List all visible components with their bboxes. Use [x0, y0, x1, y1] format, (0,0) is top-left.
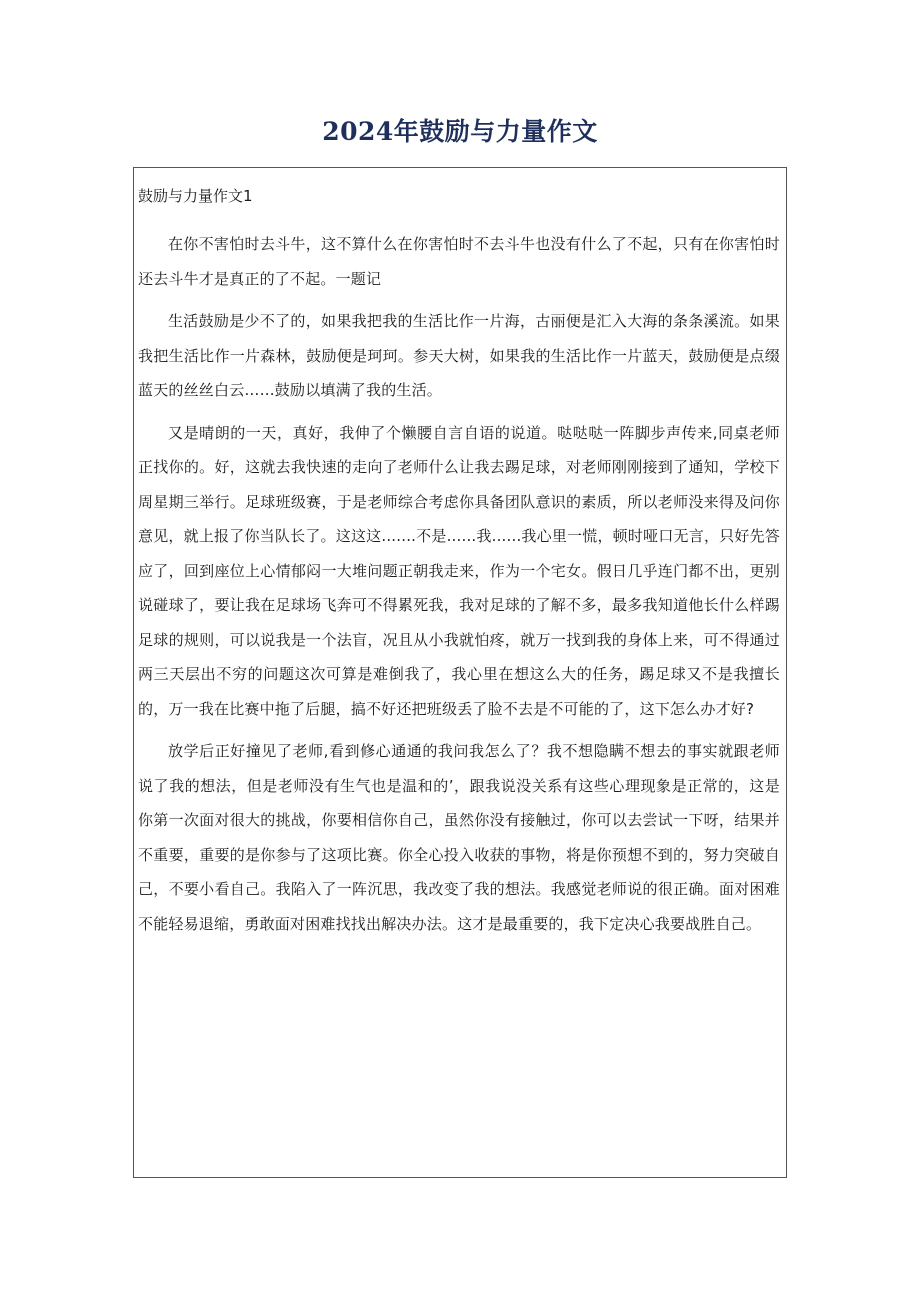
essay-content-box	[133, 167, 787, 1178]
paragraph-life-encouragement: 生活鼓励是少不了的，如果我把我的生活比作一片海，古丽便是汇入大海的条条溪流。如果我把生活比作一片森林，鼓励便是珂珂。参天大树，如果我的生活比作一片蓝天，鼓励便是点缀蓝天的丝丝白云……鼓励以填满了我的生活。	[138, 312, 780, 399]
document-title: 2024年鼓励与力量作文	[322, 117, 598, 146]
paragraph-epigraph: 在你不害怕时去斗牛，这不算什么在你害怕时不去斗牛也没有什么了不起，只有在你害怕时还去斗牛才是真正的了不起。一题记	[138, 235, 780, 288]
paragraph-football-story: 又是晴朗的一天，真好，我伸了个懒腰自言自语的说道。哒哒哒一阵脚步声传来,同桌老师正找你的。好，这就去我快速的走向了老师什么让我去踢足球，对老师刚刚接到了通知，学校下周星期三举行。足球班级赛，于是老师综合考虑你具备团队意识的素质，所以老师没来得及问你意见，就上报了你当队长了。这这这.......不是......我......我心里一慌，顿时哑口无言，只好先答应了，回到座位上心情郁闷一大堆问题正朝我走来，作为一个宅女。假日几乎连门都不出，更别说碰球了，要让我在足球场飞奔可不得累死我，我对足球的了解不多，最多我知道他长什么样踢足球的规则，可以说我是一个法盲，况且从小我就怕疼，就万一找到我的身体上来，可不得通过两三天层出不穷的问题这次可算是难倒我了，我心里在想这么大的任务，踢足球又不是我擅长的，万一我在比赛中拖了后腿，搞不好还把班级丢了脸不去是不可能的了，这下怎么办才好?	[138, 423, 780, 718]
paragraph-teacher-advice: 放学后正好撞见了老师,看到修心通通的我问我怎么了？我不想隐瞒不想去的事实就跟老师说了我的想法，但是老师没有生气也是温和的’，跟我说没关系有这些心理现象是正常的，这是你第一次面对很大的挑战，你要相信你自己，虽然你没有接触过，你可以去尝试一下呀，结果并不重要，重要的是你参与了这项比赛。你全心投入收获的事物，将是你预想不到的，努力突破自己，不要小看自己。我陷入了一阵沉思，我改变了我的想法。我感觉老师说的很正确。面对困难不能轻易退缩，勇敢面对困难找找出解决办法。这才是最重要的，我下定决心我要战胜自己。	[138, 742, 780, 933]
section-heading: 鼓励与力量作文1	[138, 187, 253, 205]
